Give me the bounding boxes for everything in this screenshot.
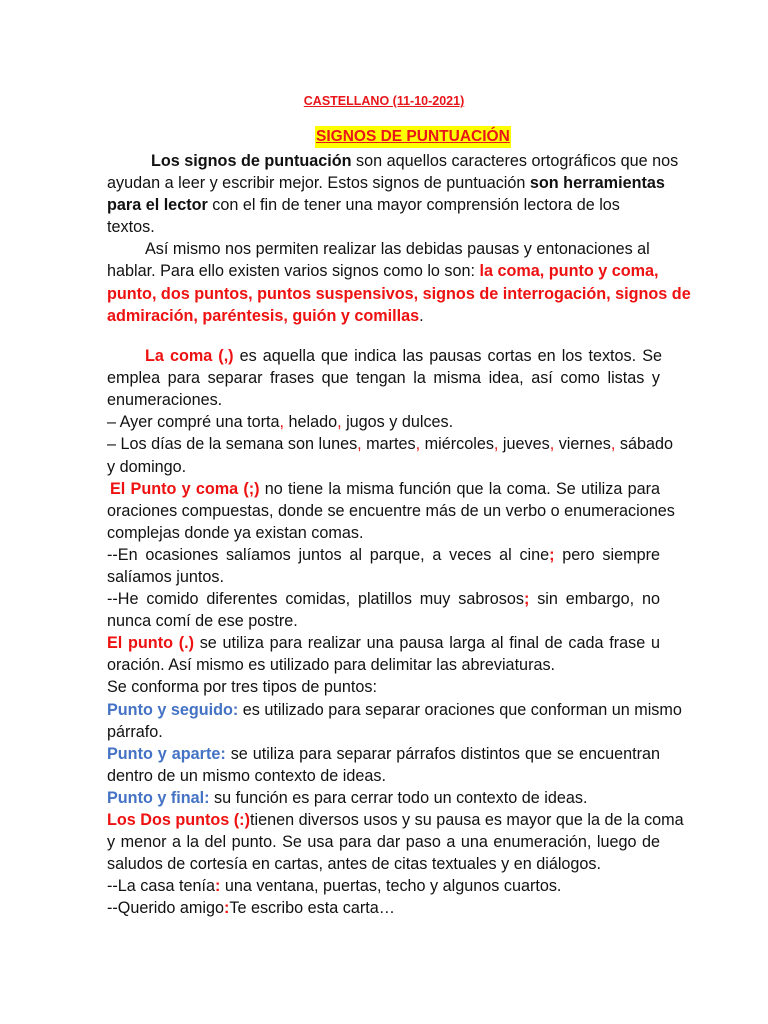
- date-line: CASTELLANO (11-10-2021): [303, 94, 465, 108]
- coma-line-3: enumeraciones.: [107, 391, 223, 409]
- punto-coma-example-2: --He comido diferentes comidas, platillos muy sabrosos; sin embargo, no: [107, 590, 660, 608]
- coma-example-2: – Los días de la semana son lunes, martes, miércoles, jueves, viernes, sábado: [107, 435, 674, 453]
- punto-aparte-end: dentro de un mismo contexto de ideas.: [107, 767, 386, 785]
- intro-line-7: punto, dos puntos, puntos suspensivos, signos de interrogación, signos de: [107, 285, 691, 303]
- punto-coma-line-2: oraciones compuestas, donde se encuentre más de un verbo o enumeraciones: [107, 502, 675, 520]
- punto-coma-example-1-end: salíamos juntos.: [107, 568, 224, 586]
- coma-example-1: – Ayer compré una torta, helado, jugos y dulces.: [107, 413, 454, 431]
- dos-puntos-example-1: --La casa tenía: una ventana, puertas, techo y algunos cuartos.: [107, 877, 562, 895]
- punto-line-1: El punto (.) se utiliza para realizar una pausa larga al final de cada frase u: [107, 634, 660, 652]
- punto-seguido-line: Punto y seguido: es utilizado para separar oraciones que conforman un mismo: [107, 701, 682, 719]
- dos-puntos-line-2: y menor a la del punto. Se usa para dar paso a una enumeración, luego de: [107, 833, 660, 851]
- punto-final-line: Punto y final: su función es para cerrar todo un contexto de ideas.: [107, 789, 588, 807]
- intro-line-3: para el lector con el fin de tener una mayor comprensión lectora de los: [107, 196, 620, 214]
- dos-puntos-line-3: saludos de cortesía en cartas, antes de citas textuales y en diálogos.: [107, 855, 602, 873]
- intro-line-6: hablar. Para ello existen varios signos como lo son: la coma, punto y coma,: [107, 262, 659, 280]
- coma-example-2-end: y domingo.: [107, 458, 187, 476]
- page-title: SIGNOS DE PUNTUACIÓN: [315, 126, 511, 148]
- intro-line-5: Así mismo nos permiten realizar las debidas pausas y entonaciones al: [145, 240, 650, 258]
- intro-line-4: textos.: [107, 218, 155, 236]
- dos-puntos-line-1: Los Dos puntos (:)tienen diversos usos y su pausa es mayor que la de la coma: [107, 811, 684, 829]
- intro-line-1: Los signos de puntuación son aquellos caracteres ortográficos que nos: [151, 152, 679, 170]
- punto-coma-example-2-end: nunca comí de ese postre.: [107, 612, 298, 630]
- intro-line-2: ayudan a leer y escribir mejor. Estos signos de puntuación son herramientas: [107, 174, 665, 192]
- punto-line-3: Se conforma por tres tipos de puntos:: [107, 678, 377, 696]
- punto-coma-example-1: --En ocasiones salíamos juntos al parque, a veces al cine; pero siempre: [107, 546, 660, 564]
- punto-line-2: oración. Así mismo es utilizado para delimitar las abreviaturas.: [107, 656, 556, 674]
- punto-aparte-line: Punto y aparte: se utiliza para separar párrafos distintos que se encuentran: [107, 745, 660, 763]
- punto-seguido-end: párrafo.: [107, 723, 163, 741]
- punto-coma-line-1: El Punto y coma (;) no tiene la misma función que la coma. Se utiliza para: [110, 480, 660, 498]
- punto-coma-line-3: complejas donde ya existan comas.: [107, 524, 364, 542]
- coma-line-1: La coma (,) es aquella que indica las pausas cortas en los textos. Se: [145, 347, 662, 365]
- intro-line-8: admiración, paréntesis, guión y comillas.: [107, 307, 424, 325]
- dos-puntos-example-2: --Querido amigo:Te escribo esta carta…: [107, 899, 395, 917]
- coma-line-2: emplea para separar frases que tengan la misma idea, así como listas y: [107, 369, 660, 387]
